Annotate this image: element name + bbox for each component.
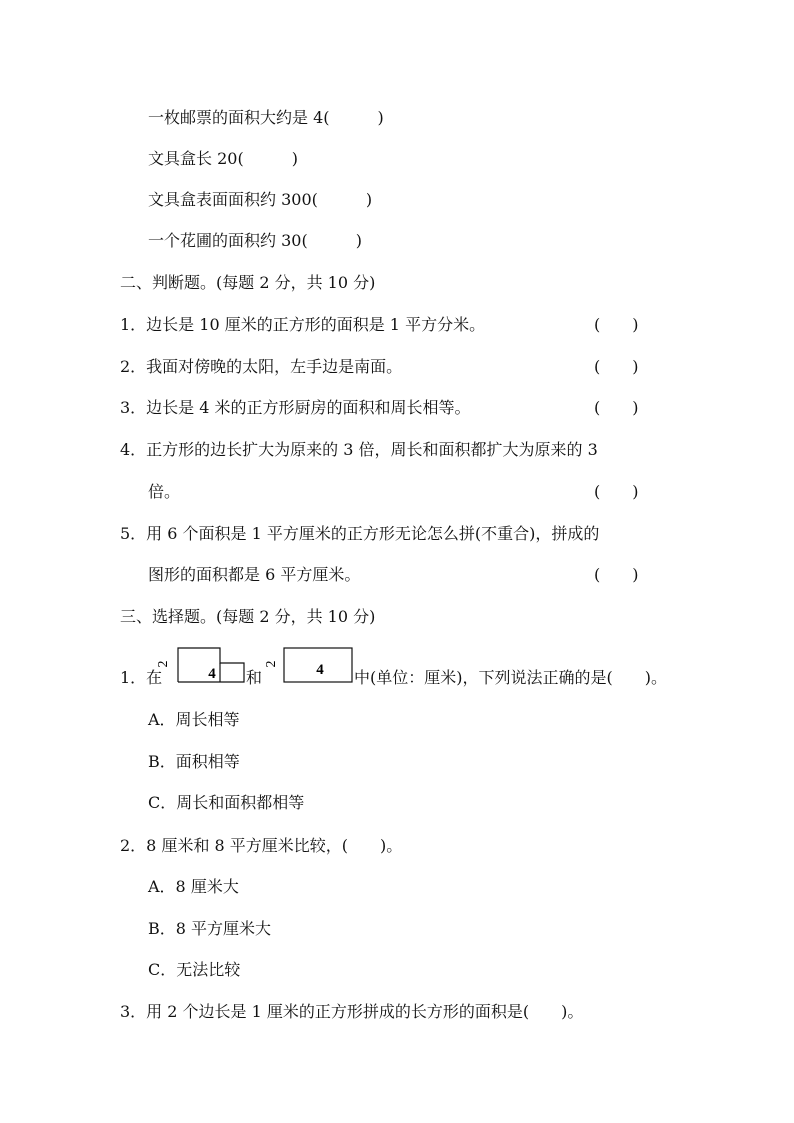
fill-in-item-3: 文具盒表面面积约 300( ) [148,190,373,209]
choice-q2-stem: 2．8 厘米和 8 平方厘米比较，( )。 [120,836,403,855]
judge-item-3: 3．边长是 4 米的正方形厨房的面积和周长相等。 [120,398,471,417]
choice-q2-option-b[interactable]: B．8 平方厘米大 [148,919,272,938]
judge-item-4: 4．正方形的边长扩大为原来的 3 倍，周长和面积都扩大为原来的 3 [120,440,598,459]
judge-item-5: 5．用 6 个面积是 1 平方厘米的正方形无论怎么拼(不重合)，拼成的 [120,524,600,543]
choice-q3-stem: 3．用 2 个边长是 1 厘米的正方形拼成的长方形的面积是( )。 [120,1002,584,1021]
judge-item-5-cont: 图形的面积都是 6 平方厘米。 [148,565,361,584]
choice-q1-option-b[interactable]: B．面积相等 [148,752,240,771]
choice-q2-option-c[interactable]: C．无法比较 [148,960,241,979]
answer-paren-1[interactable]: ( ) [594,315,639,334]
l-shape-figure [156,646,252,686]
answer-paren-2[interactable]: ( ) [594,357,639,376]
choice-q1-prefix: 1．在 [120,668,163,687]
choice-q1-option-a[interactable]: A．周长相等 [148,710,240,729]
fill-in-item-2: 文具盒长 20( ) [148,149,298,168]
choice-q2-option-a[interactable]: A．8 厘米大 [148,877,239,896]
rectangle-figure [262,646,358,686]
fill-in-item-1: 一枚邮票的面积大约是 4( ) [148,108,384,127]
section-2-heading: 二、判断题。(每题 2 分，共 10 分) [120,273,376,292]
l-shape-top-label: 4 [208,666,216,682]
answer-paren-3[interactable]: ( ) [594,398,639,417]
answer-paren-5[interactable]: ( ) [594,565,639,584]
judge-item-4-cont: 倍。 [148,482,181,501]
judge-item-1: 1．边长是 10 厘米的正方形的面积是 1 平方分米。 [120,315,486,334]
section-3-heading: 三、选择题。(每题 2 分，共 10 分) [120,607,376,626]
choice-q1-and: 和 [246,668,263,687]
rectangle-top-label: 4 [316,662,324,678]
choice-q1-option-c[interactable]: C．周长和面积都相等 [148,793,305,812]
fill-in-item-4: 一个花圃的面积约 30( ) [148,231,362,250]
judge-item-2: 2．我面对傍晚的太阳，左手边是南面。 [120,357,403,376]
l-shape-side-label: 2 [156,660,172,668]
answer-paren-4[interactable]: ( ) [594,482,639,501]
choice-q1-suffix: 中(单位：厘米)，下列说法正确的是( )。 [354,668,667,687]
rectangle-side-label: 2 [264,660,280,668]
